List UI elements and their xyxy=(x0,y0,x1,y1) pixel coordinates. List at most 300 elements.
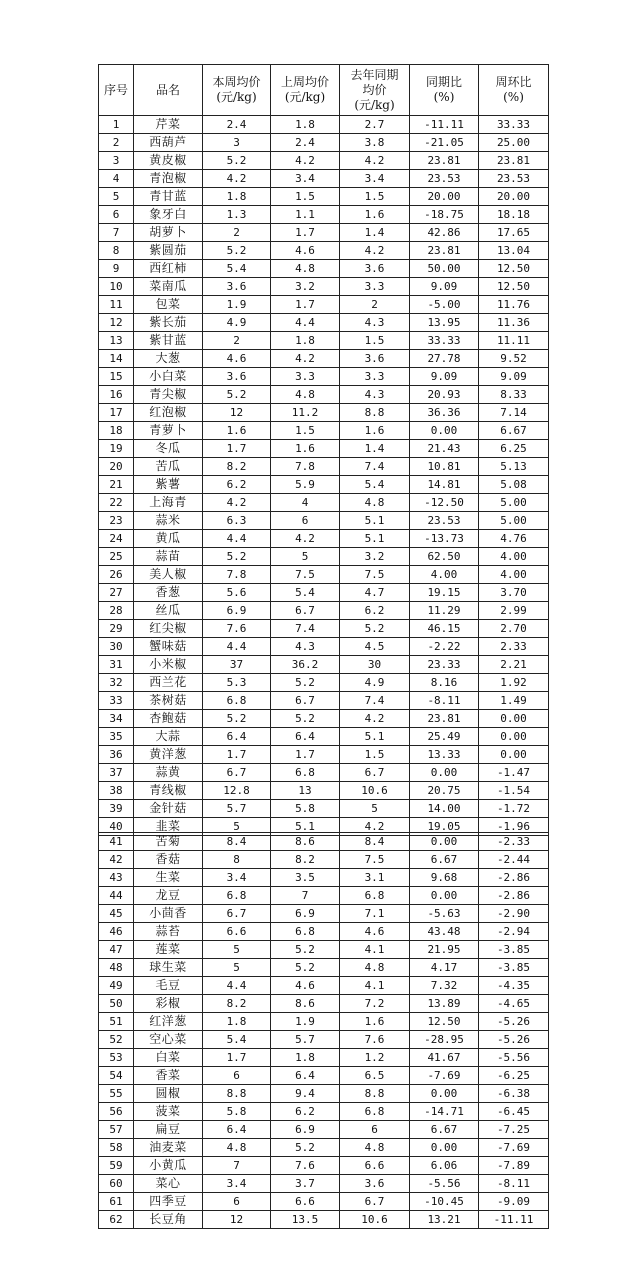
cell-wow: 12.50 xyxy=(479,260,549,278)
cell-last-week: 6.8 xyxy=(271,923,340,941)
cell-yoy: 6.67 xyxy=(410,851,479,869)
cell-last-week: 4.3 xyxy=(271,638,340,656)
cell-this-week: 3 xyxy=(203,134,271,152)
cell-last-year: 1.4 xyxy=(340,440,410,458)
table-row xyxy=(99,368,549,386)
cell-last-week: 5.4 xyxy=(271,584,340,602)
cell-this-week: 5.2 xyxy=(203,548,271,566)
cell-wow: 2.99 xyxy=(479,602,549,620)
header-last-week-price: 上周均价 (元/kg) xyxy=(271,65,340,116)
cell-last-year: 10.6 xyxy=(340,782,410,800)
cell-last-year: 3.1 xyxy=(340,869,410,887)
cell-wow: -7.89 xyxy=(479,1157,549,1175)
cell-name: 苦瓜 xyxy=(134,458,203,476)
table-row xyxy=(99,206,549,224)
cell-last-week: 1.8 xyxy=(271,116,340,134)
cell-index: 27 xyxy=(99,584,134,602)
cell-index: 47 xyxy=(99,941,134,959)
cell-this-week: 6.8 xyxy=(203,887,271,905)
cell-wow: 12.50 xyxy=(479,278,549,296)
cell-last-year: 3.6 xyxy=(340,260,410,278)
cell-name: 圆椒 xyxy=(134,1085,203,1103)
cell-this-week: 4.2 xyxy=(203,494,271,512)
cell-yoy: -7.69 xyxy=(410,1067,479,1085)
cell-this-week: 6.4 xyxy=(203,728,271,746)
cell-last-year: 6.7 xyxy=(340,764,410,782)
cell-wow: 7.14 xyxy=(479,404,549,422)
cell-wow: -1.47 xyxy=(479,764,549,782)
cell-this-week: 3.4 xyxy=(203,869,271,887)
cell-wow: -7.25 xyxy=(479,1121,549,1139)
cell-last-year: 4.6 xyxy=(340,923,410,941)
cell-this-week: 5.2 xyxy=(203,710,271,728)
cell-this-week: 1.8 xyxy=(203,1013,271,1031)
table-row xyxy=(99,440,549,458)
cell-yoy: 0.00 xyxy=(410,422,479,440)
cell-wow: -2.94 xyxy=(479,923,549,941)
cell-this-week: 1.3 xyxy=(203,206,271,224)
cell-index: 35 xyxy=(99,728,134,746)
cell-index: 37 xyxy=(99,764,134,782)
cell-last-year: 8.8 xyxy=(340,1085,410,1103)
cell-name: 紫甘蓝 xyxy=(134,332,203,350)
table-row xyxy=(99,800,549,818)
cell-yoy: -11.11 xyxy=(410,116,479,134)
cell-wow: 33.33 xyxy=(479,116,549,134)
cell-last-year: 3.3 xyxy=(340,368,410,386)
cell-wow: -3.85 xyxy=(479,959,549,977)
table-row xyxy=(99,152,549,170)
table-row xyxy=(99,674,549,692)
cell-last-year: 5.2 xyxy=(340,620,410,638)
cell-this-week: 1.9 xyxy=(203,296,271,314)
cell-name: 扁豆 xyxy=(134,1121,203,1139)
cell-last-year: 4.3 xyxy=(340,314,410,332)
cell-last-year: 7.5 xyxy=(340,566,410,584)
cell-name: 青线椒 xyxy=(134,782,203,800)
cell-name: 红尖椒 xyxy=(134,620,203,638)
cell-index: 39 xyxy=(99,800,134,818)
cell-yoy: -12.50 xyxy=(410,494,479,512)
cell-yoy: 21.95 xyxy=(410,941,479,959)
cell-index: 4 xyxy=(99,170,134,188)
cell-last-year: 5 xyxy=(340,800,410,818)
table-body-part-1 xyxy=(99,116,549,836)
cell-index: 31 xyxy=(99,656,134,674)
cell-yoy: 23.81 xyxy=(410,710,479,728)
table-row xyxy=(99,1067,549,1085)
price-table-part-1 xyxy=(98,64,549,836)
cell-wow: -2.86 xyxy=(479,887,549,905)
cell-last-year: 1.5 xyxy=(340,332,410,350)
cell-name: 西兰花 xyxy=(134,674,203,692)
cell-wow: 9.52 xyxy=(479,350,549,368)
table-row xyxy=(99,134,549,152)
cell-wow: 23.53 xyxy=(479,170,549,188)
cell-last-week: 1.1 xyxy=(271,206,340,224)
cell-index: 21 xyxy=(99,476,134,494)
cell-this-week: 6.4 xyxy=(203,1121,271,1139)
cell-yoy: 9.68 xyxy=(410,869,479,887)
cell-name: 白菜 xyxy=(134,1049,203,1067)
cell-wow: 18.18 xyxy=(479,206,549,224)
cell-name: 香葱 xyxy=(134,584,203,602)
cell-index: 36 xyxy=(99,746,134,764)
cell-last-week: 7.4 xyxy=(271,620,340,638)
cell-last-week: 4.6 xyxy=(271,242,340,260)
cell-name: 菜心 xyxy=(134,1175,203,1193)
cell-last-year: 1.5 xyxy=(340,746,410,764)
cell-wow: -1.54 xyxy=(479,782,549,800)
cell-index: 41 xyxy=(99,833,134,851)
cell-name: 空心菜 xyxy=(134,1031,203,1049)
cell-this-week: 1.8 xyxy=(203,188,271,206)
cell-this-week: 8 xyxy=(203,851,271,869)
cell-last-week: 6.2 xyxy=(271,1103,340,1121)
cell-yoy: 13.95 xyxy=(410,314,479,332)
cell-this-week: 4.4 xyxy=(203,977,271,995)
cell-this-week: 3.6 xyxy=(203,278,271,296)
cell-yoy: 0.00 xyxy=(410,1139,479,1157)
table-row xyxy=(99,1085,549,1103)
cell-wow: 6.25 xyxy=(479,440,549,458)
cell-name: 大葱 xyxy=(134,350,203,368)
cell-this-week: 6.3 xyxy=(203,512,271,530)
cell-wow: 11.36 xyxy=(479,314,549,332)
cell-index: 7 xyxy=(99,224,134,242)
cell-last-week: 9.4 xyxy=(271,1085,340,1103)
cell-name: 茶树菇 xyxy=(134,692,203,710)
cell-index: 15 xyxy=(99,368,134,386)
cell-yoy: 4.00 xyxy=(410,566,479,584)
cell-yoy: 23.81 xyxy=(410,242,479,260)
table-row xyxy=(99,746,549,764)
cell-yoy: 9.09 xyxy=(410,278,479,296)
cell-last-week: 6 xyxy=(271,512,340,530)
cell-wow: -2.33 xyxy=(479,833,549,851)
cell-last-year: 1.2 xyxy=(340,1049,410,1067)
cell-last-week: 3.7 xyxy=(271,1175,340,1193)
table-row xyxy=(99,332,549,350)
cell-index: 13 xyxy=(99,332,134,350)
table-row xyxy=(99,1193,549,1211)
cell-yoy: 13.21 xyxy=(410,1211,479,1229)
cell-name: 香菜 xyxy=(134,1067,203,1085)
cell-yoy: -2.22 xyxy=(410,638,479,656)
cell-last-year: 4.5 xyxy=(340,638,410,656)
cell-yoy: 0.00 xyxy=(410,887,479,905)
cell-wow: 0.00 xyxy=(479,746,549,764)
cell-yoy: 23.53 xyxy=(410,512,479,530)
cell-yoy: 41.67 xyxy=(410,1049,479,1067)
table-row xyxy=(99,638,549,656)
cell-last-year: 1.5 xyxy=(340,188,410,206)
cell-index: 24 xyxy=(99,530,134,548)
table-row xyxy=(99,242,549,260)
cell-this-week: 4.9 xyxy=(203,314,271,332)
cell-last-week: 4.6 xyxy=(271,977,340,995)
cell-yoy: 10.81 xyxy=(410,458,479,476)
header-yoy-change: 同期比 (%) xyxy=(410,65,479,116)
cell-index: 5 xyxy=(99,188,134,206)
table-row xyxy=(99,584,549,602)
cell-yoy: 13.89 xyxy=(410,995,479,1013)
cell-index: 33 xyxy=(99,692,134,710)
cell-yoy: -21.05 xyxy=(410,134,479,152)
cell-last-week: 1.8 xyxy=(271,332,340,350)
cell-index: 2 xyxy=(99,134,134,152)
cell-wow: -4.35 xyxy=(479,977,549,995)
table-row xyxy=(99,656,549,674)
table-row xyxy=(99,1013,549,1031)
cell-index: 8 xyxy=(99,242,134,260)
cell-yoy: 42.86 xyxy=(410,224,479,242)
cell-last-week: 5.2 xyxy=(271,674,340,692)
cell-name: 黄瓜 xyxy=(134,530,203,548)
table-row xyxy=(99,833,549,851)
cell-wow: -5.56 xyxy=(479,1049,549,1067)
cell-yoy: 7.32 xyxy=(410,977,479,995)
cell-yoy: -18.75 xyxy=(410,206,479,224)
cell-last-week: 6.4 xyxy=(271,728,340,746)
cell-index: 56 xyxy=(99,1103,134,1121)
cell-name: 韭菜 xyxy=(134,818,203,836)
cell-name: 胡萝卜 xyxy=(134,224,203,242)
cell-index: 54 xyxy=(99,1067,134,1085)
cell-last-year: 1.6 xyxy=(340,422,410,440)
cell-last-week: 5.2 xyxy=(271,959,340,977)
table-row xyxy=(99,314,549,332)
cell-this-week: 8.2 xyxy=(203,995,271,1013)
cell-index: 25 xyxy=(99,548,134,566)
cell-wow: 6.67 xyxy=(479,422,549,440)
cell-last-year: 5.4 xyxy=(340,476,410,494)
cell-this-week: 5.2 xyxy=(203,152,271,170)
cell-last-week: 7.8 xyxy=(271,458,340,476)
cell-this-week: 3.6 xyxy=(203,368,271,386)
cell-yoy: 23.53 xyxy=(410,170,479,188)
cell-wow: -9.09 xyxy=(479,1193,549,1211)
cell-last-week: 1.7 xyxy=(271,296,340,314)
cell-last-week: 3.4 xyxy=(271,170,340,188)
cell-last-week: 5 xyxy=(271,548,340,566)
table-row xyxy=(99,1121,549,1139)
cell-name: 彩椒 xyxy=(134,995,203,1013)
cell-name: 小茴香 xyxy=(134,905,203,923)
cell-yoy: 62.50 xyxy=(410,548,479,566)
table-row xyxy=(99,764,549,782)
cell-last-week: 3.2 xyxy=(271,278,340,296)
cell-wow: 5.00 xyxy=(479,494,549,512)
cell-last-week: 6.7 xyxy=(271,692,340,710)
cell-this-week: 2 xyxy=(203,224,271,242)
cell-yoy: -5.56 xyxy=(410,1175,479,1193)
cell-last-year: 1.4 xyxy=(340,224,410,242)
cell-yoy: 11.29 xyxy=(410,602,479,620)
cell-wow: -1.96 xyxy=(479,818,549,836)
cell-yoy: 23.33 xyxy=(410,656,479,674)
cell-name: 紫长茄 xyxy=(134,314,203,332)
cell-this-week: 1.7 xyxy=(203,746,271,764)
cell-name: 青甘蓝 xyxy=(134,188,203,206)
cell-name: 冬瓜 xyxy=(134,440,203,458)
cell-name: 长豆角 xyxy=(134,1211,203,1229)
cell-last-week: 8.6 xyxy=(271,833,340,851)
cell-name: 小米椒 xyxy=(134,656,203,674)
cell-name: 青泡椒 xyxy=(134,170,203,188)
table-row xyxy=(99,995,549,1013)
header-this-week-price: 本周均价 (元/kg) xyxy=(203,65,271,116)
cell-last-week: 3.3 xyxy=(271,368,340,386)
table-row xyxy=(99,869,549,887)
cell-yoy: 50.00 xyxy=(410,260,479,278)
cell-name: 蒜米 xyxy=(134,512,203,530)
table-row xyxy=(99,602,549,620)
cell-last-year: 6 xyxy=(340,1121,410,1139)
cell-yoy: 14.00 xyxy=(410,800,479,818)
cell-last-week: 4.2 xyxy=(271,530,340,548)
cell-yoy: 9.09 xyxy=(410,368,479,386)
cell-last-year: 10.6 xyxy=(340,1211,410,1229)
cell-last-week: 1.6 xyxy=(271,440,340,458)
cell-name: 香菇 xyxy=(134,851,203,869)
cell-name: 蒜苔 xyxy=(134,923,203,941)
cell-wow: 4.76 xyxy=(479,530,549,548)
cell-last-year: 4.8 xyxy=(340,959,410,977)
cell-last-week: 11.2 xyxy=(271,404,340,422)
cell-last-week: 5.2 xyxy=(271,710,340,728)
cell-index: 51 xyxy=(99,1013,134,1031)
cell-wow: -4.65 xyxy=(479,995,549,1013)
cell-this-week: 6 xyxy=(203,1193,271,1211)
cell-yoy: 19.15 xyxy=(410,584,479,602)
cell-name: 小黄瓜 xyxy=(134,1157,203,1175)
cell-wow: 0.00 xyxy=(479,710,549,728)
cell-yoy: -10.45 xyxy=(410,1193,479,1211)
cell-last-year: 7.6 xyxy=(340,1031,410,1049)
table-row xyxy=(99,692,549,710)
cell-index: 53 xyxy=(99,1049,134,1067)
cell-name: 包菜 xyxy=(134,296,203,314)
cell-this-week: 6.7 xyxy=(203,905,271,923)
cell-this-week: 4.8 xyxy=(203,1139,271,1157)
cell-this-week: 5.2 xyxy=(203,386,271,404)
cell-last-year: 5.1 xyxy=(340,728,410,746)
cell-wow: 3.70 xyxy=(479,584,549,602)
cell-wow: 11.76 xyxy=(479,296,549,314)
header-wow-change: 周环比 (%) xyxy=(479,65,549,116)
cell-last-week: 4.8 xyxy=(271,260,340,278)
cell-wow: 5.00 xyxy=(479,512,549,530)
cell-this-week: 6.8 xyxy=(203,692,271,710)
cell-last-week: 6.4 xyxy=(271,1067,340,1085)
header-last-year-price: 去年同期 均价 (元/kg) xyxy=(340,65,410,116)
cell-wow: 2.21 xyxy=(479,656,549,674)
table-row xyxy=(99,905,549,923)
cell-last-year: 4.2 xyxy=(340,818,410,836)
cell-index: 20 xyxy=(99,458,134,476)
table-row xyxy=(99,278,549,296)
cell-wow: -2.90 xyxy=(479,905,549,923)
cell-wow: 13.04 xyxy=(479,242,549,260)
cell-last-year: 2 xyxy=(340,296,410,314)
cell-this-week: 12 xyxy=(203,404,271,422)
cell-name: 蒜苗 xyxy=(134,548,203,566)
cell-yoy: 25.49 xyxy=(410,728,479,746)
table-row xyxy=(99,260,549,278)
cell-index: 43 xyxy=(99,869,134,887)
cell-index: 30 xyxy=(99,638,134,656)
cell-yoy: 23.81 xyxy=(410,152,479,170)
cell-last-year: 5.1 xyxy=(340,530,410,548)
cell-last-week: 5.2 xyxy=(271,1139,340,1157)
cell-last-week: 6.9 xyxy=(271,905,340,923)
cell-name: 象牙白 xyxy=(134,206,203,224)
cell-wow: -2.86 xyxy=(479,869,549,887)
cell-last-year: 1.6 xyxy=(340,206,410,224)
cell-last-week: 3.5 xyxy=(271,869,340,887)
cell-this-week: 5.4 xyxy=(203,260,271,278)
cell-wow: 17.65 xyxy=(479,224,549,242)
cell-last-year: 5.1 xyxy=(340,512,410,530)
cell-name: 芹菜 xyxy=(134,116,203,134)
cell-wow: 9.09 xyxy=(479,368,549,386)
cell-index: 23 xyxy=(99,512,134,530)
table-row xyxy=(99,350,549,368)
table-body-part-2 xyxy=(99,833,549,1229)
cell-last-week: 4 xyxy=(271,494,340,512)
cell-last-week: 4.2 xyxy=(271,350,340,368)
cell-yoy: -5.63 xyxy=(410,905,479,923)
cell-last-year: 7.5 xyxy=(340,851,410,869)
cell-wow: 20.00 xyxy=(479,188,549,206)
cell-last-year: 6.8 xyxy=(340,887,410,905)
cell-index: 9 xyxy=(99,260,134,278)
cell-yoy: -14.71 xyxy=(410,1103,479,1121)
cell-yoy: 19.05 xyxy=(410,818,479,836)
cell-wow: -6.38 xyxy=(479,1085,549,1103)
cell-this-week: 2.4 xyxy=(203,116,271,134)
cell-last-week: 8.2 xyxy=(271,851,340,869)
cell-this-week: 5.6 xyxy=(203,584,271,602)
cell-index: 57 xyxy=(99,1121,134,1139)
cell-this-week: 5 xyxy=(203,941,271,959)
table-row xyxy=(99,728,549,746)
cell-last-week: 1.5 xyxy=(271,422,340,440)
cell-this-week: 8.4 xyxy=(203,833,271,851)
cell-index: 28 xyxy=(99,602,134,620)
cell-last-week: 6.8 xyxy=(271,764,340,782)
cell-wow: -6.25 xyxy=(479,1067,549,1085)
cell-yoy: 12.50 xyxy=(410,1013,479,1031)
table-row xyxy=(99,170,549,188)
cell-name: 毛豆 xyxy=(134,977,203,995)
cell-last-year: 4.2 xyxy=(340,242,410,260)
cell-index: 38 xyxy=(99,782,134,800)
cell-yoy: 8.16 xyxy=(410,674,479,692)
cell-name: 西葫芦 xyxy=(134,134,203,152)
cell-wow: 1.49 xyxy=(479,692,549,710)
cell-last-year: 7.2 xyxy=(340,995,410,1013)
cell-last-week: 4.2 xyxy=(271,152,340,170)
header-name: 品名 xyxy=(134,65,203,116)
cell-last-week: 13.5 xyxy=(271,1211,340,1229)
cell-index: 3 xyxy=(99,152,134,170)
cell-yoy: 0.00 xyxy=(410,833,479,851)
table-row xyxy=(99,620,549,638)
table-row xyxy=(99,422,549,440)
cell-name: 红洋葱 xyxy=(134,1013,203,1031)
